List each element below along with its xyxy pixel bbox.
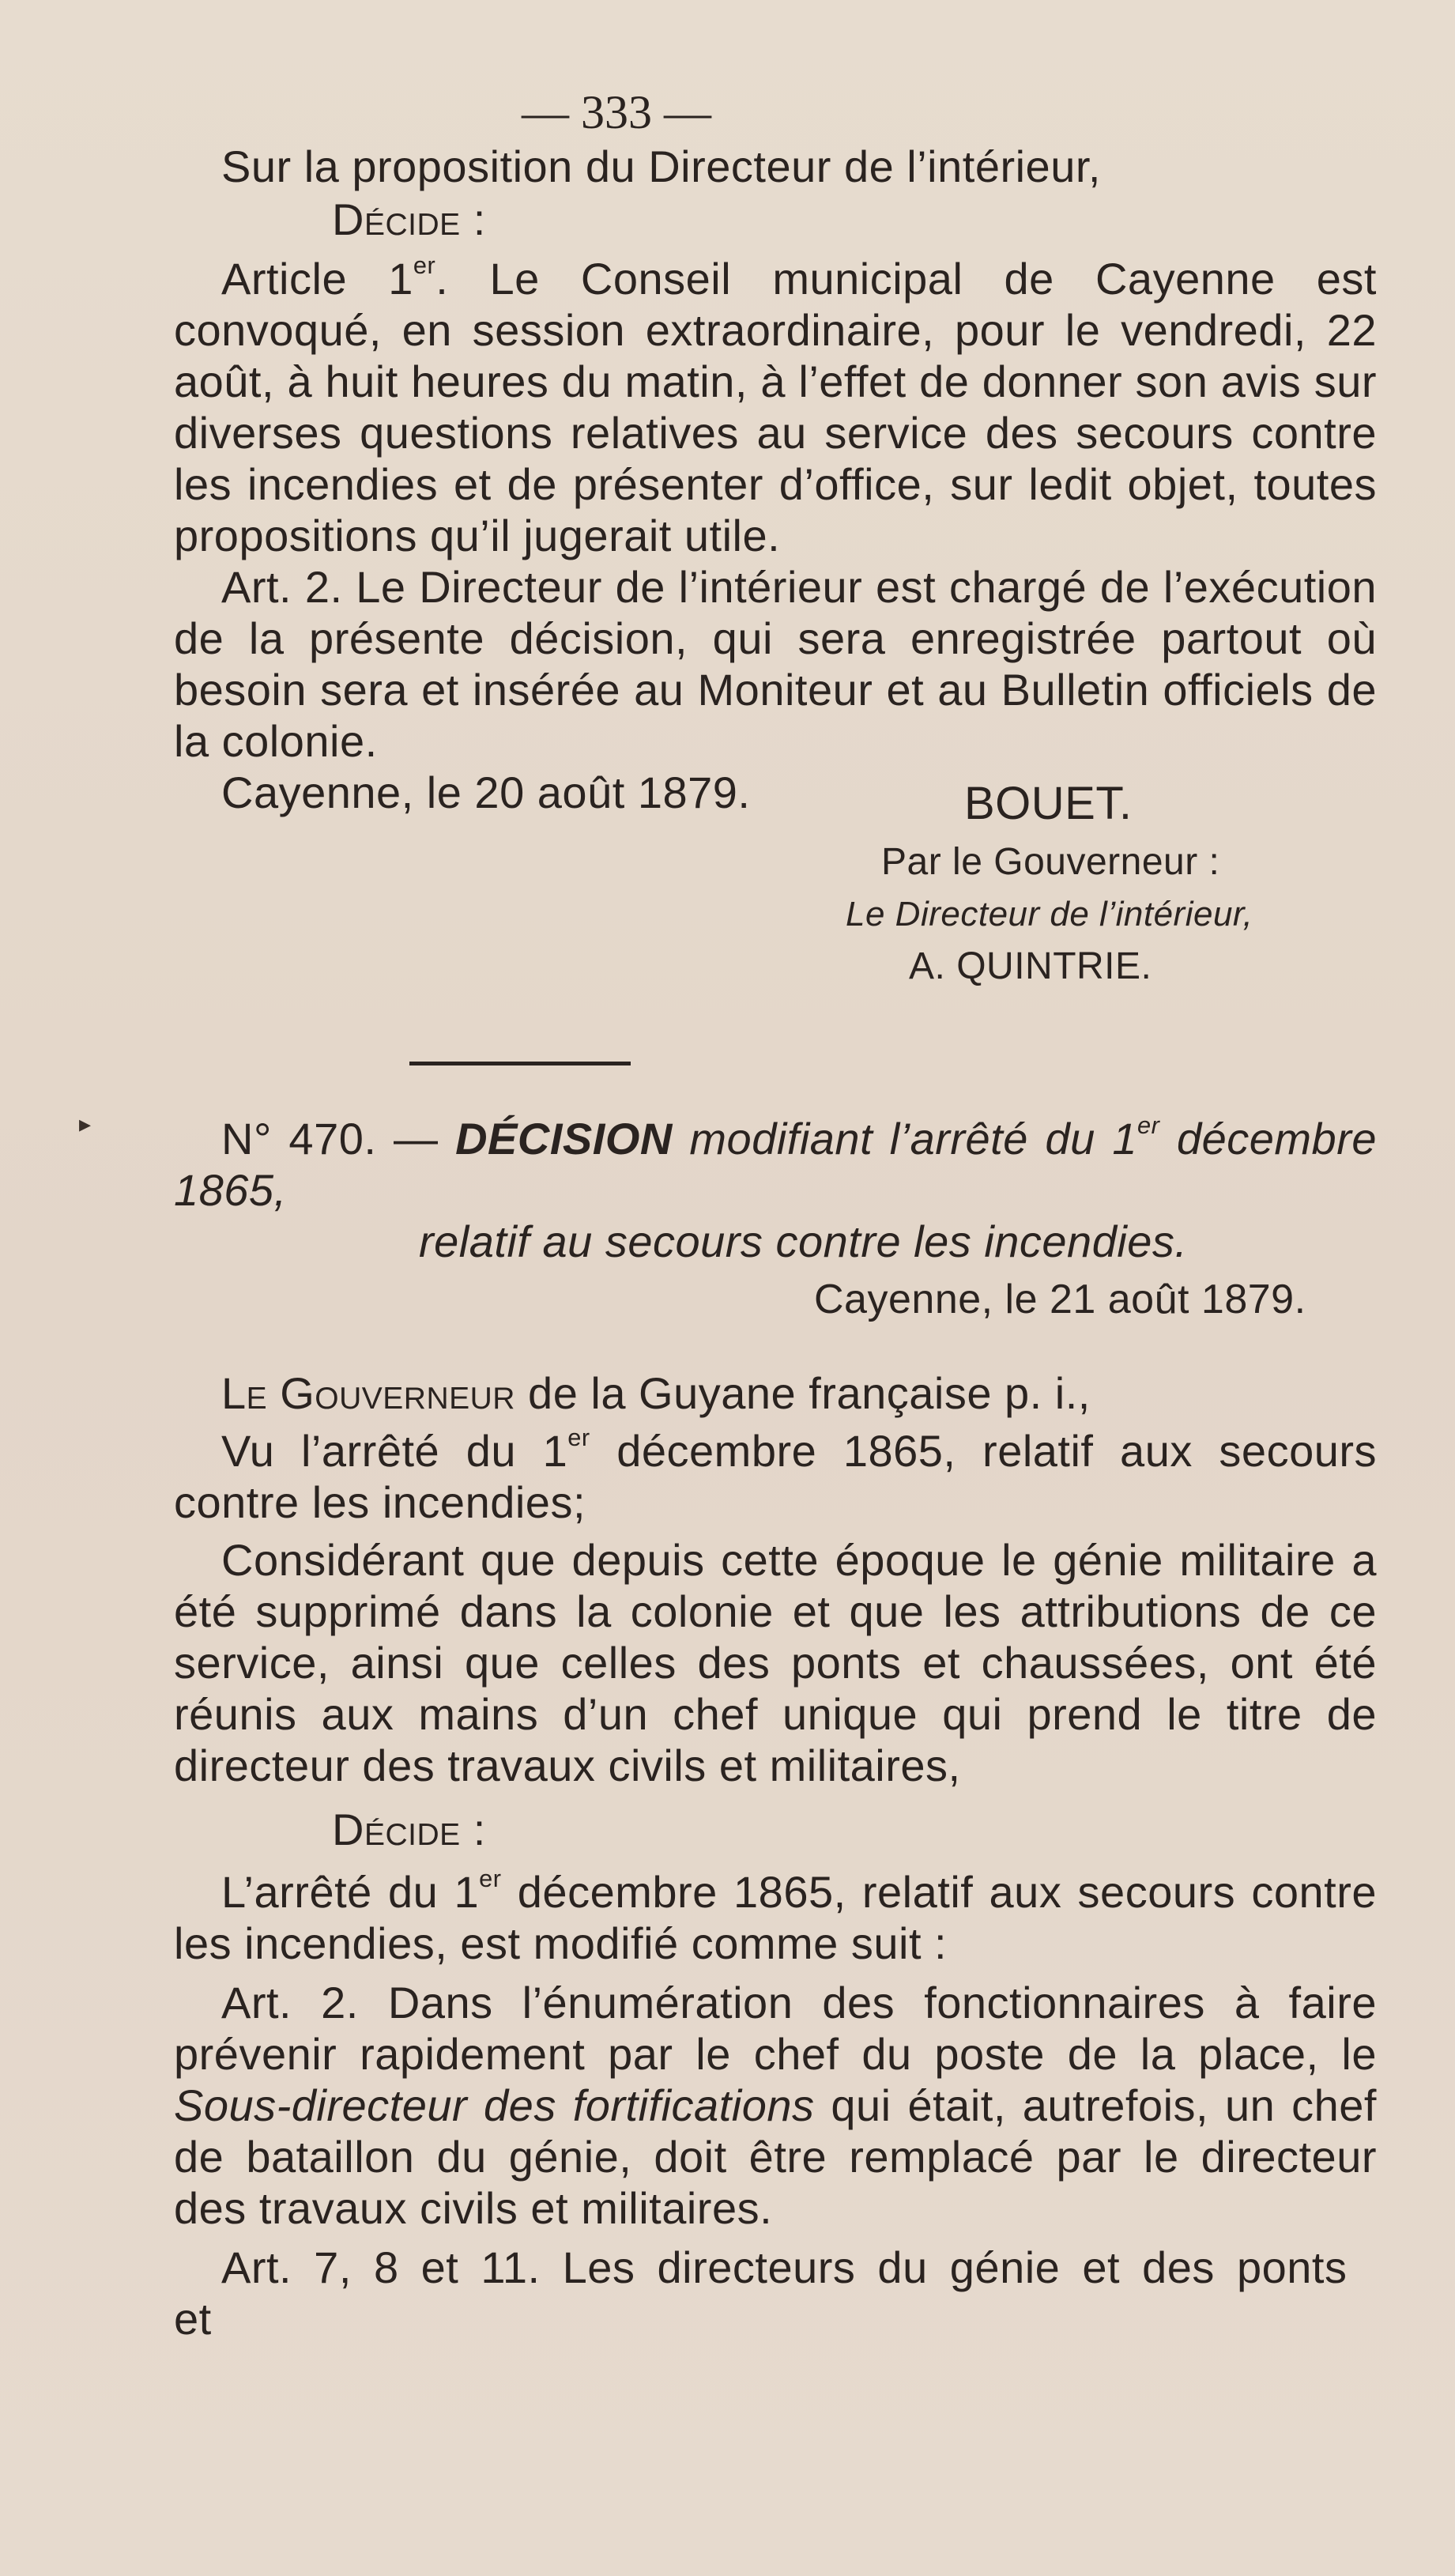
section-divider	[409, 1062, 631, 1065]
art2-part-2: qui était, autrefois, un chef de bataillon du génie, doit être remplacé par le directeur des travaux civils et militaires.	[174, 2080, 1377, 2233]
signature-block	[174, 778, 1377, 829]
art2-paragraph	[174, 1977, 1377, 2234]
decision-title-line-2: relatif au secours contre les incendies.	[419, 1216, 1188, 1266]
article-1-sup: er	[413, 251, 436, 279]
considerant-paragraph: Considérant que depuis cette époque le génie militaire a été supprimé dans la colonie et que les attributions de ce service, ainsi que celles des ponts et chaussées, ont été réunis aux mains d’un chef unique qui prend le titre de directeur des travaux civils et militaires,	[174, 1535, 1377, 1790]
decision-title-rest-2: décembre 1865,	[174, 1114, 1377, 1215]
decision-date: Cayenne, le 21 août 1879.	[814, 1277, 1306, 1322]
par-le-gouverneur: Par le Gouverneur :	[881, 841, 1220, 883]
article-1-prefix: Article 1	[221, 254, 413, 304]
art2-italic: Sous-directeur des fortifications	[174, 2080, 815, 2130]
decision-title-rest-1: modifiant l’arrêté du 1	[672, 1114, 1137, 1164]
arrete-paragraph	[174, 1866, 1377, 1969]
article-1	[174, 253, 1377, 561]
gouverneur-line	[174, 1367, 1377, 1419]
decision-title-line-1	[174, 1113, 1377, 1216]
directeur-title: Le Directeur de l’intérieur,	[846, 895, 1253, 933]
margin-mark: ▸	[79, 1111, 92, 1137]
decide-heading-2: Décide :	[332, 1805, 486, 1854]
intro-line: Sur la proposition du Directeur de l’intérieur,	[221, 141, 1101, 191]
vu-prefix: Vu l’arrêté du 1	[221, 1426, 568, 1476]
decide-heading: Décide :	[332, 194, 486, 244]
decision-title-sup: er	[1137, 1111, 1160, 1139]
arrete-prefix: L’arrêté du 1	[221, 1867, 480, 1917]
vu-rest: décembre 1865, relatif aux secours contre les incendies;	[174, 1426, 1378, 1527]
countersign-block	[174, 836, 1377, 993]
signature-name: BOUET.	[964, 778, 1133, 829]
decision-body	[174, 1367, 1377, 2344]
gouverneur-rest: de la Guyane française p. i.,	[515, 1368, 1091, 1418]
vu-paragraph	[174, 1425, 1377, 1528]
arrete-rest: décembre 1865, relatif aux secours contre les incendies, est modifié comme suit :	[174, 1867, 1377, 1968]
art2-part-1: Art. 2. Dans l’énumération des fonctionnaires à faire prévenir rapidement par le chef du poste de la place, le	[174, 1978, 1377, 2079]
art7-paragraph: Art. 7, 8 et 11. Les directeurs du génie et des ponts et	[174, 2242, 1348, 2344]
gouverneur-label: Le Gouverneur	[221, 1368, 515, 1418]
arrete-sup: er	[479, 1864, 502, 1892]
top-section	[174, 141, 1377, 818]
decision-heading	[174, 1113, 1377, 1267]
article-1-text: . Le Conseil municipal de Cayenne est convoqué, en session extraordinaire, pour le vendredi, 22 août, à huit heures du matin, à l’effet de donner son avis sur diverses questions relatives au service des secours contre les incendies et de présenter d’office, sur ledit objet, toutes propositions qu’il jugerait utile.	[174, 254, 1377, 560]
directeur-name: A. QUINTRIE.	[909, 945, 1152, 987]
date-line: Cayenne, le 20 août 1879.	[221, 768, 751, 817]
article-2: Art. 2. Le Directeur de l’intérieur est chargé de l’exécution de la présente décision, qui sera enregistrée partout où besoin sera et insérée au Moniteur et au Bulletin officiels de la colonie.	[174, 562, 1377, 766]
page-number: — 333 —	[522, 86, 711, 138]
decision-number: N° 470. —	[221, 1114, 439, 1164]
vu-sup: er	[567, 1423, 590, 1451]
decision-title-bold: DÉCISION	[455, 1114, 673, 1164]
